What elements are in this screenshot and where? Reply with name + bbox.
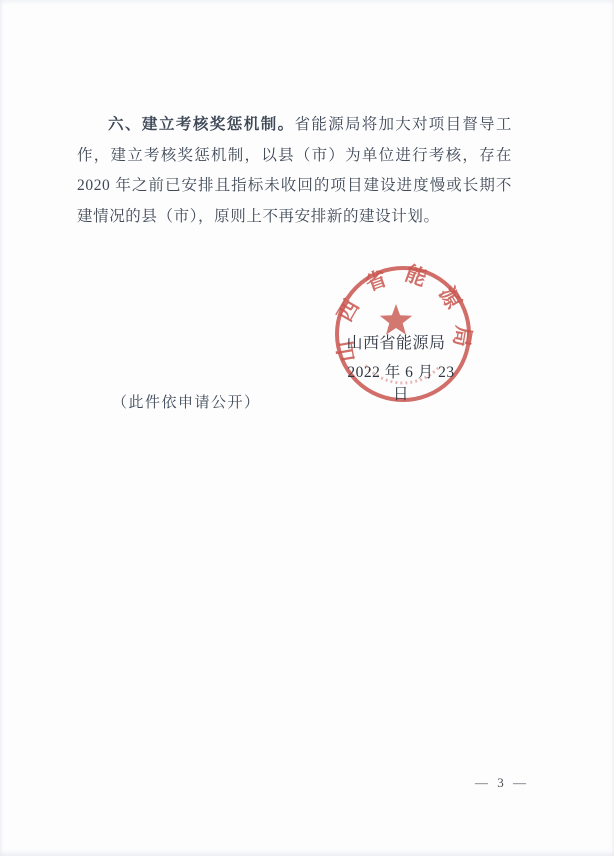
signature-org: 山西省能源局: [346, 335, 446, 352]
signature-date: 2022 年 6 月 23 日: [347, 364, 455, 403]
body-paragraph: [77, 110, 512, 232]
page-number: — 3 —: [475, 775, 529, 790]
paragraph-text: 省能源局将加大对项目督导工作，建立考核奖惩机制，以县（市）为单位进行考核，存在 2020 年之前已安排且指标未收回的项目建设进度慢或长期不建情况的县（市），原则上不再安排新的建设计划。: [77, 116, 512, 225]
disclosure-note: （此件依申请公开）: [112, 395, 261, 411]
paragraph-heading: 六、建立考核奖惩机制。: [108, 116, 295, 133]
seal-arc-text: 山西省能源局: [329, 261, 477, 364]
